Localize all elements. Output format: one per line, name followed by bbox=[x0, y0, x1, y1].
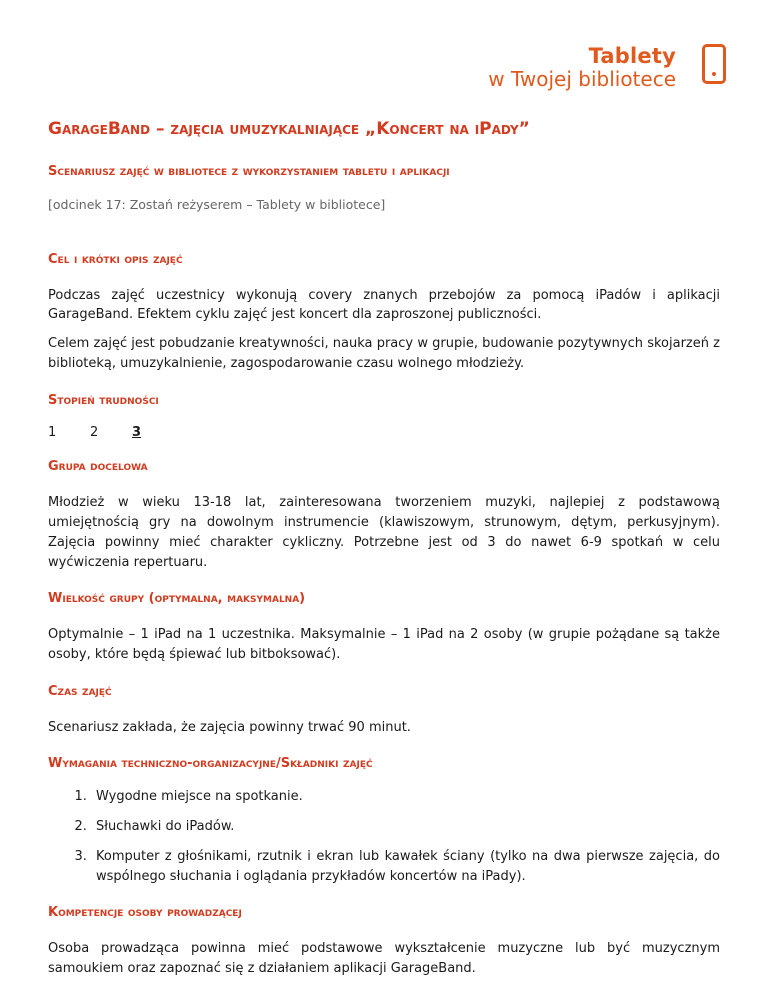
paragraph: Scenariusz zakłada, że zajęcia powinny trwać 90 minut. bbox=[48, 719, 411, 735]
brand-logo bbox=[488, 44, 676, 91]
section-heading: Wymagania techniczno-organizacyjne/Składniki zajęć bbox=[48, 756, 373, 772]
list-item: 2. Słuchawki do iPadów. bbox=[91, 817, 720, 837]
difficulty-level-2: 2 bbox=[90, 425, 99, 441]
section-group-size bbox=[48, 591, 720, 664]
section-time bbox=[48, 684, 720, 738]
section-heading: Czas zajęć bbox=[48, 683, 112, 699]
difficulty-level-1: 1 bbox=[48, 425, 57, 441]
brand-title: Tablety bbox=[588, 44, 676, 68]
section-heading: Wielkość grupy (optymalna, maksymalna) bbox=[48, 591, 306, 607]
difficulty-level-3: 3 bbox=[132, 425, 142, 441]
tablet-icon bbox=[702, 44, 726, 84]
section-target-group bbox=[48, 459, 720, 572]
section-heading: Grupa docelowa bbox=[48, 459, 148, 475]
section-goal bbox=[48, 252, 720, 374]
paragraph: Celem zajęć jest pobudzanie kreatywności, nauka pracy w grupie, budowanie pozytywnych skojarzeń z biblioteką, umuzykalnienie, zagospodarowanie czasu wolnego młodzieży. bbox=[48, 336, 720, 371]
paragraph: Optymalnie – 1 iPad na 1 uczestnika. Maksymalnie – 1 iPad na 2 osoby (w grupie pożądane są także osoby, które będą śpiewać lub bitboksować). bbox=[48, 627, 720, 662]
document-body bbox=[48, 118, 720, 979]
paragraph: Osoba prowadząca powinna mieć podstawowe wykształcenie muzyczne lub być muzycznym samoukiem oraz zapoznać się z działaniem aplikacji GarageBand. bbox=[48, 941, 720, 976]
list-item: 3. Komputer z głośnikami, rzutnik i ekran lub kawałek ściany (tylko na dwa pierwsze zajęcia, do wspólnego słuchania i oglądania przykładów koncertów na iPady). bbox=[91, 847, 720, 887]
list-item: 1. Wygodne miejsce na spotkanie. bbox=[91, 787, 720, 807]
requirements-list bbox=[48, 787, 720, 886]
section-heading: Stopień trudności bbox=[48, 392, 159, 408]
section-heading: Kompetencje osoby prowadzącej bbox=[48, 905, 242, 921]
brand-subtitle: w Twojej bibliotece bbox=[488, 67, 676, 92]
paragraph: Młodzież w wieku 13-18 lat, zainteresowana tworzeniem muzyki, najlepiej z podstawową umiejętnością gry na dowolnym instrumencie (klawiszowym, strunowym, dętym, perkusyjnym). Zajęcia powinny mieć charakter cykliczny. Potrzebne jest od 3 do nawet 6-9 spotkań w celu wyćwiczenia repertuaru. bbox=[48, 495, 720, 570]
section-requirements bbox=[48, 756, 720, 886]
paragraph: Podczas zajęć uczestnicy wykonują covery znanych przebojów za pomocą iPadów i aplikacji GarageBand. Efektem cyklu zajęć jest koncert dla zaproszonej publiczności. bbox=[48, 287, 720, 323]
page-subtitle: Scenariusz zajęć w bibliotece z wykorzystaniem tabletu i aplikacji bbox=[48, 163, 450, 179]
difficulty-levels bbox=[48, 425, 720, 440]
section-difficulty bbox=[48, 393, 720, 441]
section-heading: Cel i krótki opis zajęć bbox=[48, 251, 183, 267]
page-title: GarageBand – zajęcia umuzykalniające „Koncert na iPady” bbox=[48, 119, 530, 139]
section-competence bbox=[48, 905, 720, 978]
episode-note: [odcinek 17: Zostań reżyserem – Tablety w bibliotece] bbox=[48, 196, 386, 212]
